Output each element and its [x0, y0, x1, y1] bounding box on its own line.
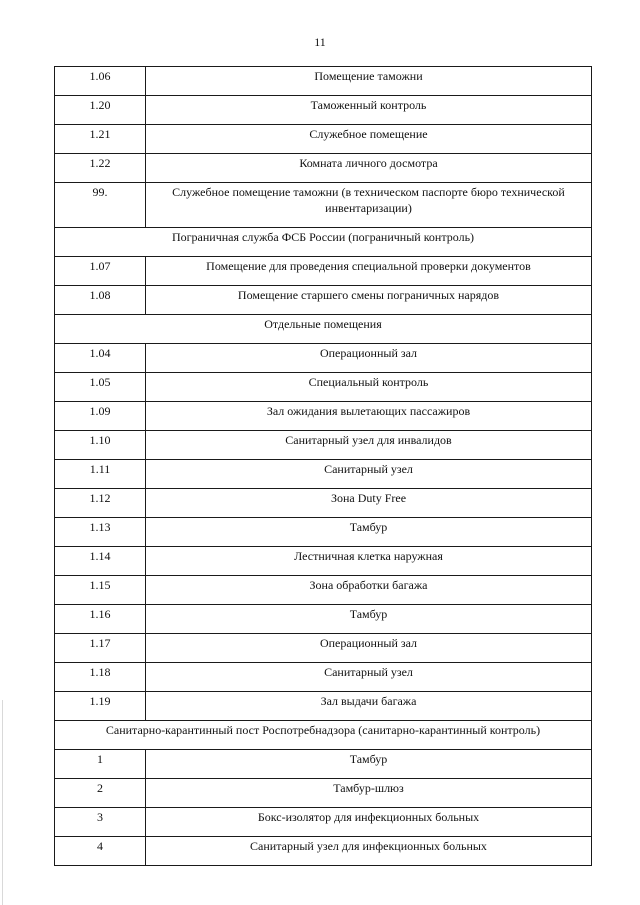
page-number: 11 [314, 35, 326, 49]
room-name-cell: Лестничная клетка наружная [146, 547, 592, 576]
table-row [55, 634, 592, 663]
table-row [55, 808, 592, 837]
room-name-cell: Санитарный узел [146, 663, 592, 692]
room-code-cell: 1.12 [55, 489, 146, 518]
section-title: Пограничная служба ФСБ России (пограничный контроль) [55, 228, 592, 257]
room-code-cell: 1 [55, 750, 146, 779]
room-code-cell: 1.09 [55, 402, 146, 431]
room-name-cell: Специальный контроль [146, 373, 592, 402]
section-header-row [55, 228, 592, 257]
room-name-cell: Зона обработки багажа [146, 576, 592, 605]
table-row [55, 750, 592, 779]
table-row [55, 286, 592, 315]
table-row [55, 257, 592, 286]
section-header-row [55, 721, 592, 750]
section-header-row [55, 315, 592, 344]
table-row [55, 183, 592, 228]
room-name-cell: Помещение таможни [146, 67, 592, 96]
room-code-cell: 1.08 [55, 286, 146, 315]
table-row [55, 402, 592, 431]
room-code-cell: 1.19 [55, 692, 146, 721]
rooms-table [54, 66, 592, 866]
table-row [55, 125, 592, 154]
table-row [55, 154, 592, 183]
room-code-cell: 1.11 [55, 460, 146, 489]
room-name-cell: Зона Duty Free [146, 489, 592, 518]
scan-edge-line [2, 700, 3, 905]
table-row [55, 837, 592, 866]
room-code-cell: 1.14 [55, 547, 146, 576]
room-code-cell: 1.07 [55, 257, 146, 286]
room-name-cell: Таможенный контроль [146, 96, 592, 125]
table-row [55, 67, 592, 96]
room-code-cell: 1.06 [55, 67, 146, 96]
table-row [55, 663, 592, 692]
room-name-cell: Комната личного досмотра [146, 154, 592, 183]
room-name-cell: Служебное помещение таможни (в техническом паспорте бюро технической инвентаризации) [146, 183, 592, 228]
room-code-cell: 1.10 [55, 431, 146, 460]
room-code-cell: 2 [55, 779, 146, 808]
table-row [55, 547, 592, 576]
room-code-cell: 4 [55, 837, 146, 866]
room-code-cell: 1.13 [55, 518, 146, 547]
room-code-cell: 1.16 [55, 605, 146, 634]
table-row [55, 431, 592, 460]
room-code-cell: 1.20 [55, 96, 146, 125]
room-name-cell: Зал выдачи багажа [146, 692, 592, 721]
room-name-cell: Операционный зал [146, 634, 592, 663]
room-name-cell: Служебное помещение [146, 125, 592, 154]
room-name-cell: Тамбур [146, 518, 592, 547]
rooms-table-body [55, 67, 592, 866]
table-row [55, 692, 592, 721]
room-name-cell: Помещение старшего смены пограничных нарядов [146, 286, 592, 315]
table-row [55, 344, 592, 373]
room-name-cell: Санитарный узел для инфекционных больных [146, 837, 592, 866]
table-row [55, 779, 592, 808]
room-code-cell: 1.18 [55, 663, 146, 692]
table-row [55, 460, 592, 489]
room-name-cell: Тамбур [146, 750, 592, 779]
room-code-cell: 1.21 [55, 125, 146, 154]
room-code-cell: 1.05 [55, 373, 146, 402]
table-row [55, 518, 592, 547]
section-title: Отдельные помещения [55, 315, 592, 344]
room-name-cell: Бокс-изолятор для инфекционных больных [146, 808, 592, 837]
room-code-cell: 1.15 [55, 576, 146, 605]
room-code-cell: 1.22 [55, 154, 146, 183]
room-code-cell: 1.04 [55, 344, 146, 373]
room-code-cell: 3 [55, 808, 146, 837]
room-name-cell: Операционный зал [146, 344, 592, 373]
room-name-cell: Санитарный узел [146, 460, 592, 489]
room-name-cell: Зал ожидания вылетающих пассажиров [146, 402, 592, 431]
room-code-cell: 1.17 [55, 634, 146, 663]
table-row [55, 605, 592, 634]
room-name-cell: Тамбур-шлюз [146, 779, 592, 808]
room-name-cell: Санитарный узел для инвалидов [146, 431, 592, 460]
room-code-cell: 99. [55, 183, 146, 228]
room-name-cell: Тамбур [146, 605, 592, 634]
table-row [55, 576, 592, 605]
table-row [55, 489, 592, 518]
table-row [55, 373, 592, 402]
section-title: Санитарно-карантинный пост Роспотребнадзора (санитарно-карантинный контроль) [55, 721, 592, 750]
room-name-cell: Помещение для проведения специальной проверки документов [146, 257, 592, 286]
table-row [55, 96, 592, 125]
